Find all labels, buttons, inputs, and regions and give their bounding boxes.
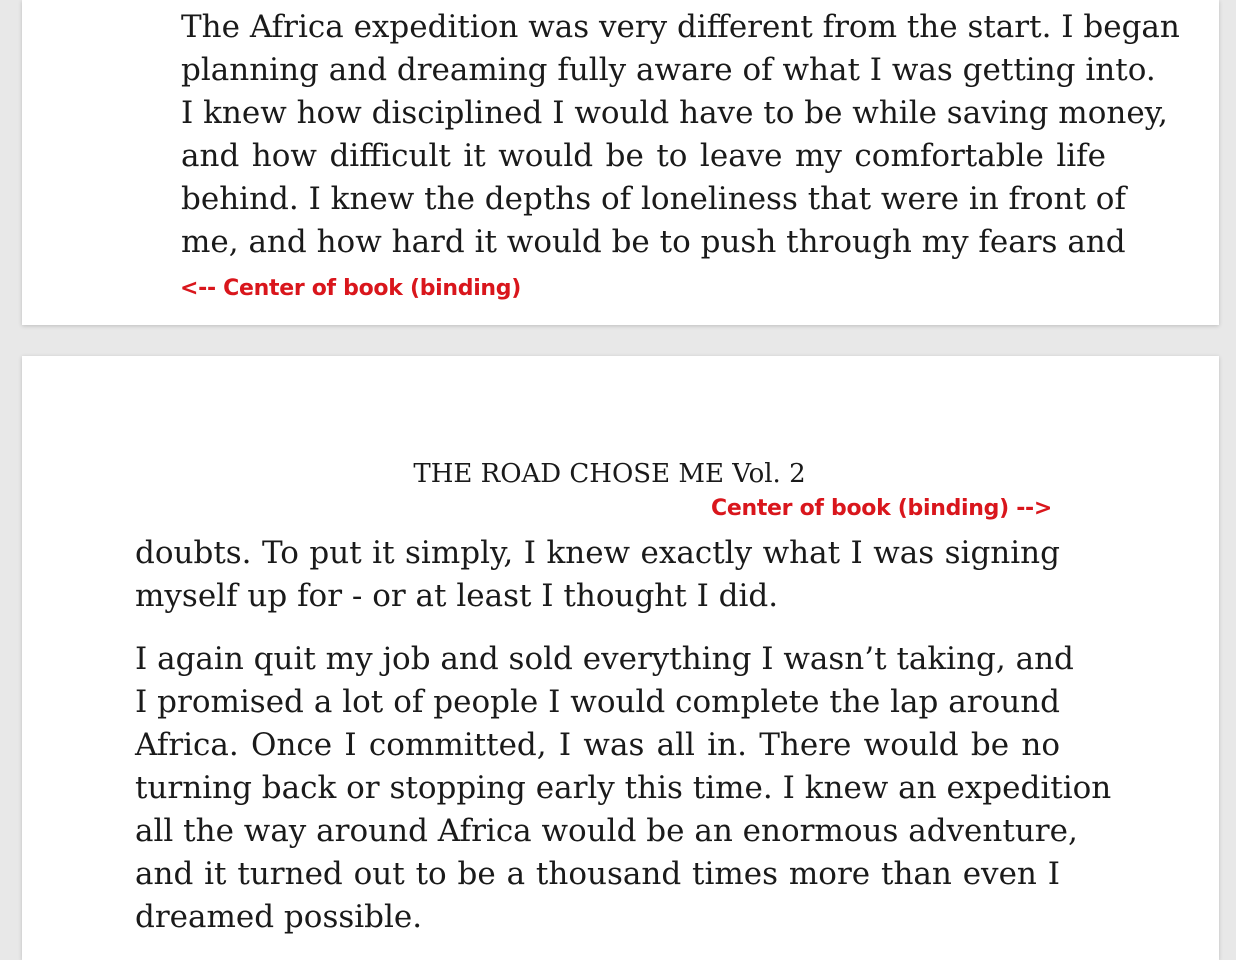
binding-annotation-right: Center of book (binding) --> <box>711 496 1053 521</box>
text-line: doubts. To put it simply, I knew exactly what I was signing <box>135 535 1060 571</box>
top-page <box>22 0 1219 325</box>
paragraph-2 <box>135 638 1112 939</box>
text-line: I again quit my job and sold everything I wasn’t taking, and <box>135 641 1074 677</box>
text-line: and how difficult it would be to leave my comfortable life <box>181 138 1106 174</box>
text-line: planning and dreaming fully aware of what I was getting into. <box>181 52 1156 88</box>
text-line: behind. I knew the depths of loneliness that were in front of <box>181 181 1126 217</box>
text-line: turning back or stopping early this time. I knew an expedition <box>135 770 1112 806</box>
text-line: me, and how hard it would be to push through my fears and <box>181 224 1126 260</box>
running-head-text: THE ROAD CHOSE ME Vol. 2 <box>413 459 806 489</box>
text-line: all the way around Africa would be an enormous adventure, <box>135 813 1078 849</box>
text-line: I promised a lot of people I would complete the lap around <box>135 684 1060 720</box>
running-head <box>22 459 1219 489</box>
text-line: myself up for - or at least I thought I did. <box>135 578 779 614</box>
text-line: dreamed possible. <box>135 899 423 935</box>
text-line: The Africa expedition was very different from the start. I began <box>181 9 1180 45</box>
top-page-text <box>181 6 1180 264</box>
paragraph-1 <box>135 532 1060 618</box>
text-line: and it turned out to be a thousand times more than even I <box>135 856 1060 892</box>
text-line: Africa. Once I committed, I was all in. There would be no <box>135 727 1060 763</box>
bottom-page <box>22 356 1219 960</box>
text-line: I knew how disciplined I would have to be while saving money, <box>181 95 1168 131</box>
binding-annotation-left: <-- Center of book (binding) <box>180 276 522 301</box>
